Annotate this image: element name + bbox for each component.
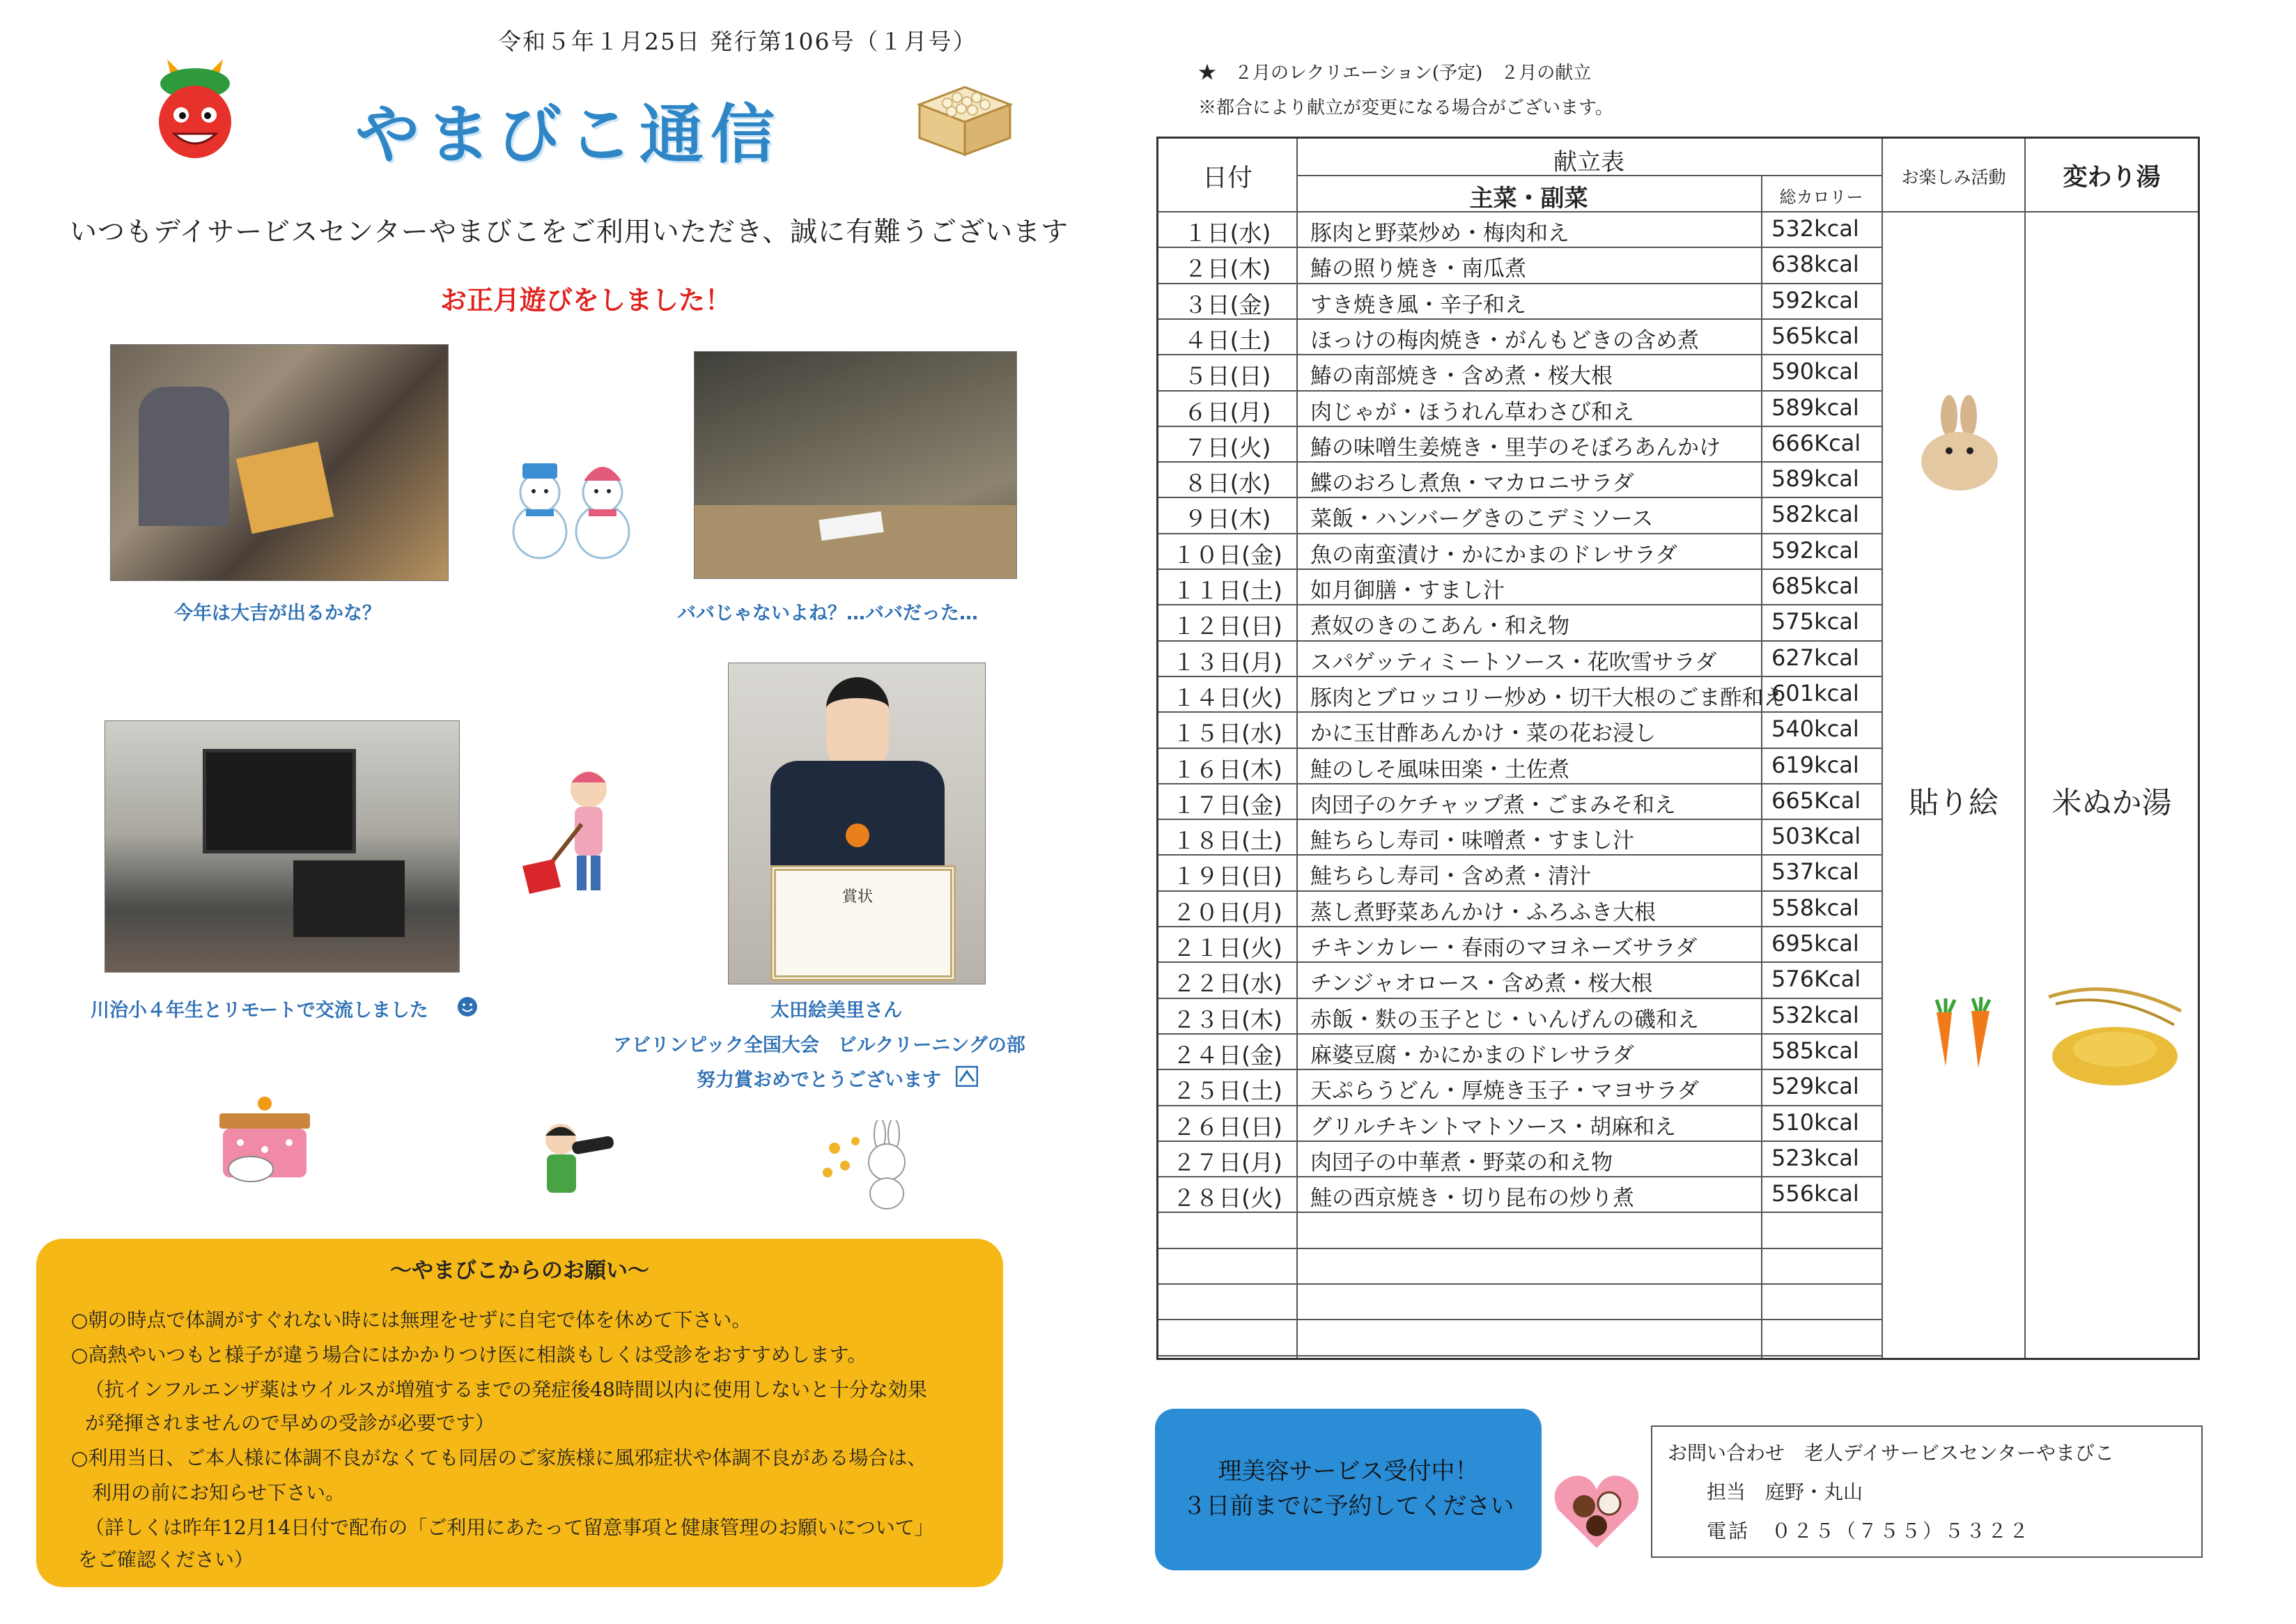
- menu-row-day: ９日(木): [1184, 505, 1271, 533]
- menu-row-kcal: 666Kcal: [1771, 429, 1861, 456]
- caption-photo4-congrats: 努力賞おめでとうございます: [697, 1069, 941, 1091]
- menu-row-day: １８日(土): [1172, 827, 1282, 855]
- menu-row-dish: 鰆の味噌生姜焼き・里芋のそぼろあんかけ: [1310, 435, 1721, 461]
- menu-row-kcal: 589kcal: [1771, 465, 1859, 493]
- menu-row-dish: 豚肉とブロッコリー炒め・切干大根のごま酢和え: [1310, 685, 1785, 711]
- request-line-7: （詳しくは昨年12月14日付で配布の「ご利用にあたって留意事項と健康管理のお願いについて」: [85, 1516, 934, 1539]
- bean-box-icon: [913, 77, 1017, 157]
- menu-row-dish: 天ぷらうどん・厚焼き玉子・マヨサラダ: [1310, 1078, 1699, 1104]
- menu-row-kcal: 540kcal: [1771, 716, 1859, 743]
- menu-row-kcal: 532kcal: [1771, 1001, 1859, 1028]
- menu-row-day: １１日(土): [1172, 577, 1282, 604]
- menu-row-dish: 豚肉と野菜炒め・梅肉和え: [1310, 221, 1569, 246]
- col-kcal-header: 総カロリー: [1779, 187, 1863, 207]
- greeting-text: いつもデイサービスセンターやまびこをご利用いただき、誠に有難うございます: [70, 217, 1069, 248]
- menu-row-kcal: 589kcal: [1771, 394, 1859, 421]
- menu-row-dish: 肉団子のケチャップ煮・ごまみそ和え: [1310, 792, 1676, 818]
- request-box: [36, 1239, 1003, 1587]
- menu-row-kcal: 592kcal: [1771, 286, 1859, 314]
- menu-row-day: ２５日(土): [1172, 1077, 1282, 1105]
- menu-row-kcal: 503Kcal: [1771, 823, 1861, 850]
- menu-change-note: ※都合により献立が変更になる場合がございます。: [1198, 98, 1613, 118]
- col-date-header: 日付: [1202, 164, 1252, 192]
- page-title: やまびこ通信: [355, 98, 782, 172]
- photo-detail-medal: [846, 823, 869, 847]
- photo-remote-exchange: [104, 720, 460, 973]
- menu-row-day: ２１日(火): [1172, 934, 1282, 961]
- menu-row-day: ５日(日): [1184, 362, 1271, 390]
- menu-row-kcal: 575kcal: [1771, 608, 1859, 635]
- caption-photo3: 川治小４年生とリモートで交流しました: [91, 1000, 428, 1021]
- menu-row-kcal: 585kcal: [1771, 1037, 1859, 1064]
- menu-row-dish: 鮭のしそ風味田楽・土佐煮: [1310, 757, 1569, 782]
- menu-row-dish: 如月御膳・すまし汁: [1310, 578, 1505, 603]
- menu-row-dish: 麻婆豆腐・かにかまのドレサラダ: [1310, 1042, 1634, 1068]
- menu-row-day: ２４日(金): [1172, 1041, 1282, 1069]
- heart-chocolates-icon: [1552, 1467, 1641, 1552]
- menu-header-note: ★ ２月のレクリエーション(予定) ２月の献立: [1198, 63, 1592, 84]
- contact-line-1: お問い合わせ 老人デイサービスセンターやまびこ: [1668, 1441, 2114, 1464]
- menu-row-dish: 魚の南蛮漬け・かにかまのドレサラダ: [1310, 542, 1677, 568]
- request-line-2: ○高熱やいつもと様子が違う場合にはかかりつけ医に相談もしくは受診をおすすめします。: [71, 1343, 867, 1366]
- congrats-stamp-icon: [956, 1066, 978, 1087]
- col-bath-header: 変わり湯: [2063, 164, 2161, 192]
- menu-row-day: １６日(木): [1172, 755, 1282, 783]
- menu-row-kcal: 529kcal: [1771, 1073, 1859, 1100]
- menu-row-kcal: 627kcal: [1771, 644, 1859, 671]
- menu-row-dish: 鮭ちらし寿司・味噌煮・すまし汁: [1310, 828, 1634, 854]
- menu-row-day: １７日(金): [1172, 791, 1282, 819]
- menu-row-dish: 蒸し煮野菜あんかけ・ふろふき大根: [1310, 899, 1656, 925]
- kotatsu-cat-icon: [209, 1094, 320, 1184]
- menu-row-kcal: 590kcal: [1771, 358, 1859, 385]
- photo-detail-face: [826, 677, 889, 775]
- smile-face-icon: [456, 996, 479, 1018]
- caption-photo2: ババじゃないよね？…ババだった…: [677, 603, 978, 624]
- menu-row-day: １０日(金): [1172, 541, 1282, 569]
- menu-row-dish: 肉じゃが・ほうれん草わさび和え: [1310, 399, 1634, 425]
- menu-row-day: ８日(水): [1184, 470, 1271, 497]
- menu-row-kcal: 532kcal: [1771, 215, 1859, 242]
- menu-row-kcal: 601kcal: [1771, 679, 1859, 706]
- menu-row-kcal: 565kcal: [1771, 322, 1859, 349]
- menu-row-kcal: 556kcal: [1771, 1180, 1859, 1207]
- photo-detail-laptop: [293, 860, 405, 937]
- menu-row-day: ２日(木): [1184, 255, 1271, 283]
- menu-row-dish: 赤飯・麩の玉子とじ・いんげんの磯和え: [1310, 1007, 1699, 1033]
- table-row-line: [1158, 1319, 1882, 1320]
- menu-row-kcal: 558kcal: [1771, 894, 1859, 921]
- menu-row-kcal: 537kcal: [1771, 858, 1859, 886]
- snowmen-icon: [502, 449, 641, 561]
- menu-row-kcal: 638kcal: [1771, 251, 1859, 278]
- menu-row-day: ７日(火): [1184, 433, 1271, 461]
- request-line-5: ○利用当日、ご本人様に体調不良がなくても同居のご家族様に風邪症状や体調不良がある場合は、: [71, 1446, 927, 1469]
- table-vline-bath: [2024, 139, 2026, 1358]
- menu-row-kcal: 665Kcal: [1771, 787, 1861, 814]
- photo-detail-box: [236, 442, 334, 534]
- rabbit-bean-throw-icon: [814, 1120, 925, 1211]
- menu-row-kcal: 510kcal: [1771, 1108, 1859, 1136]
- menu-row-day: １２日(日): [1172, 612, 1282, 640]
- request-line-3: （抗インフルエンザ薬はウイルスが増殖するまでの発症後48時間以内に使用しないと十分な効果: [85, 1378, 927, 1401]
- request-title: ～やまびこからのお願い～: [390, 1258, 649, 1283]
- menu-row-dish: 菜飯・ハンバーグきのこデミソース: [1310, 506, 1654, 532]
- menu-row-dish: 煮奴のきのこあん・和え物: [1310, 614, 1569, 640]
- table-row-line: [1158, 1248, 1882, 1249]
- menu-table: [1156, 137, 2200, 1360]
- menu-row-dish: チンジャオロース・含め煮・桜大根: [1310, 971, 1653, 997]
- menu-row-day: ２８日(火): [1172, 1184, 1282, 1212]
- request-line-1: ○朝の時点で体調がすぐれない時には無理をせずに自宅で体を休めて下さい。: [71, 1308, 752, 1331]
- salon-line-2: ３日前までに予約してください: [1182, 1492, 1514, 1520]
- table-row-line: [1158, 1283, 1882, 1285]
- table-row-line: [1158, 1355, 1882, 1356]
- col-menu-header: 献立表: [1553, 148, 1624, 176]
- photo-fortune-game: [110, 344, 449, 581]
- menu-row-dish: ほっけの梅肉焼き・がんもどきの含め煮: [1310, 327, 1699, 353]
- request-line-8: をご確認ください）: [78, 1548, 254, 1571]
- menu-row-dish: 鮭の西京焼き・切り昆布の炒り煮: [1310, 1186, 1634, 1212]
- contact-box: [1651, 1425, 2203, 1558]
- menu-row-kcal: 685kcal: [1771, 573, 1859, 599]
- request-line-4: が発揮されませんので早めの受診が必要です）: [85, 1412, 495, 1434]
- menu-row-kcal: 576Kcal: [1771, 966, 1861, 993]
- menu-row-kcal: 619kcal: [1771, 751, 1859, 778]
- menu-row-day: ６日(月): [1184, 398, 1271, 426]
- photo-detail-monitor: [203, 749, 356, 853]
- photo-detail-person: [139, 387, 229, 526]
- col-dish-header: 主菜・副菜: [1469, 185, 1588, 212]
- menu-row-dish: 肉団子の中華煮・野菜の和え物: [1310, 1150, 1613, 1175]
- activity-value: 貼り絵: [1909, 786, 1999, 821]
- contact-line-3: 電話 ０２５（７５５）５３２２: [1707, 1519, 2031, 1542]
- menu-row-dish: かに玉甘酢あんかけ・菜の花お浸し: [1310, 721, 1656, 747]
- menu-row-dish: 鰆の照り焼き・南瓜煮: [1310, 256, 1526, 282]
- menu-row-day: ２７日(月): [1172, 1148, 1282, 1176]
- caption-photo4-event: アビリンピック全国大会 ビルクリーニングの部: [613, 1035, 1025, 1056]
- ehomaki-boy-icon: [533, 1118, 616, 1202]
- menu-row-day: １９日(日): [1172, 863, 1282, 890]
- rabbit-icon: [1914, 395, 2005, 493]
- menu-row-dish: 鰈のおろし煮魚・マカロニサラダ: [1310, 471, 1634, 497]
- issue-line: 令和５年１月25日 発行第106号（１月号）: [498, 28, 977, 55]
- oni-mask-icon: [146, 56, 244, 160]
- caption-photo1: 今年は大吉が出るかな？: [174, 603, 381, 624]
- photo-card-game: [694, 351, 1017, 579]
- menu-row-kcal: 695kcal: [1771, 930, 1859, 957]
- menu-row-dish: すき焼き風・辛子和え: [1310, 292, 1526, 318]
- menu-row-dish: グリルチキントマトソース・胡麻和え: [1310, 1114, 1677, 1140]
- menu-row-dish: 鰆の南部焼き・含め煮・桜大根: [1310, 364, 1613, 389]
- request-line-6: 利用の前にお知らせ下さい。: [92, 1481, 346, 1504]
- new-year-heading: お正月遊びをしました！: [440, 285, 732, 316]
- carrot-icon: [1921, 997, 2005, 1074]
- menu-row-day: ２０日(月): [1172, 898, 1282, 926]
- menu-row-dish: 鮭ちらし寿司・含め煮・清汁: [1310, 864, 1591, 890]
- menu-row-day: ２２日(水): [1172, 970, 1282, 998]
- menu-row-dish: スパゲッティミートソース・花吹雪サラダ: [1310, 649, 1717, 675]
- menu-row-day: １３日(月): [1172, 648, 1282, 676]
- photo-detail-certificate: [770, 865, 956, 981]
- caption-photo4-name: 太田絵美里さん: [770, 1000, 902, 1021]
- menu-row-day: １４日(火): [1172, 683, 1282, 711]
- photo-award: [728, 663, 986, 984]
- menu-row-day: ４日(土): [1184, 326, 1271, 354]
- salon-line-1: 理美容サービス受付中！: [1218, 1457, 1479, 1485]
- menu-row-day: １日(水): [1184, 219, 1271, 247]
- menu-row-day: １５日(水): [1172, 720, 1282, 748]
- menu-row-kcal: 523kcal: [1771, 1144, 1859, 1171]
- col-activity-header: お楽しみ活動: [1901, 167, 2006, 187]
- menu-row-kcal: 582kcal: [1771, 501, 1859, 528]
- table-vline-activity: [1882, 139, 1883, 1358]
- menu-row-kcal: 592kcal: [1771, 536, 1859, 564]
- menu-row-dish: チキンカレー・春雨のマヨネーズサラダ: [1310, 936, 1698, 961]
- menu-row-day: ２６日(日): [1172, 1113, 1282, 1140]
- rice-bran-icon: [2035, 983, 2188, 1088]
- salon-notice-box: [1155, 1409, 1542, 1570]
- certificate-text: 賞状: [842, 888, 874, 906]
- table-vline-kcal: [1761, 175, 1762, 1358]
- contact-line-2: 担当 庭野・丸山: [1707, 1480, 1863, 1503]
- bath-value: 米ぬか湯: [2051, 786, 2172, 821]
- snow-shovel-person-icon: [515, 758, 641, 904]
- menu-row-day: ３日(金): [1184, 291, 1271, 318]
- menu-row-day: ２３日(木): [1172, 1005, 1282, 1033]
